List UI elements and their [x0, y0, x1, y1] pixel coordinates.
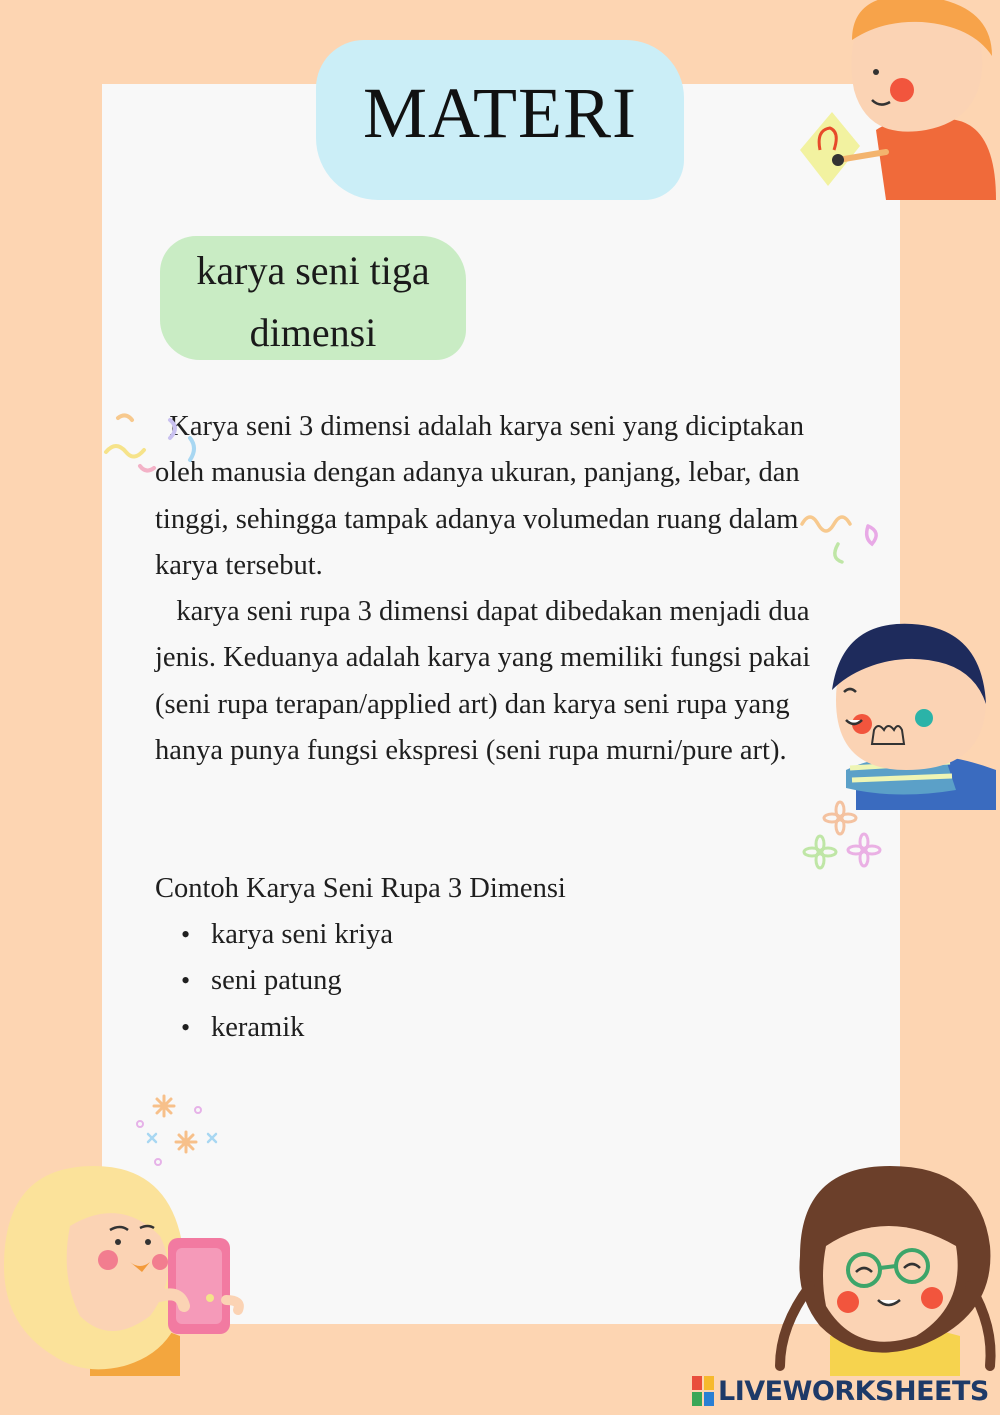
- list-item: • keramik: [155, 1005, 393, 1051]
- examples-list: [155, 912, 393, 1051]
- paragraph-definition: Karya seni 3 dimensi adalah karya seni yang diciptakan oleh manusia dengan adanya ukuran, panjang, lebar, dan tinggi, sehingga tampak adanya volumedan ruang dalam karya tersebut.: [155, 411, 812, 581]
- paragraph-types: karya seni rupa 3 dimensi dapat dibedakan menjadi dua jenis. Keduanya adalah karya yang memiliki fungsi pakai (seni rupa terapan/applied art) dan karya seni rupa yang hanya punya fungsi ekspresi (seni rupa murni/pure art).: [155, 596, 818, 767]
- list-item: • karya seni kriya: [155, 912, 393, 958]
- child-with-glasses-icon: [770, 1166, 1000, 1376]
- brand-mark-icon: [692, 1376, 714, 1406]
- child-with-tablet-icon: [0, 1166, 250, 1376]
- sparkle-icon: [130, 1090, 230, 1170]
- subtitle-line-1: karya seni tiga: [196, 248, 430, 293]
- confetti-icon: [100, 408, 220, 488]
- material-text: [155, 404, 835, 774]
- child-thinking-icon: [816, 620, 1000, 814]
- subtitle-line-2: dimensi: [249, 310, 377, 355]
- brand-name: LIVEWORKSHEETS: [718, 1375, 989, 1407]
- confetti-icon: [796, 496, 890, 576]
- brand-logo: [692, 1374, 989, 1408]
- subtitle: [160, 240, 466, 364]
- list-item: • seni patung: [155, 958, 393, 1004]
- examples-heading: Contoh Karya Seni Rupa 3 Dimensi: [155, 873, 566, 904]
- page-title: MATERI: [363, 73, 637, 153]
- child-painting-icon: [796, 0, 1000, 200]
